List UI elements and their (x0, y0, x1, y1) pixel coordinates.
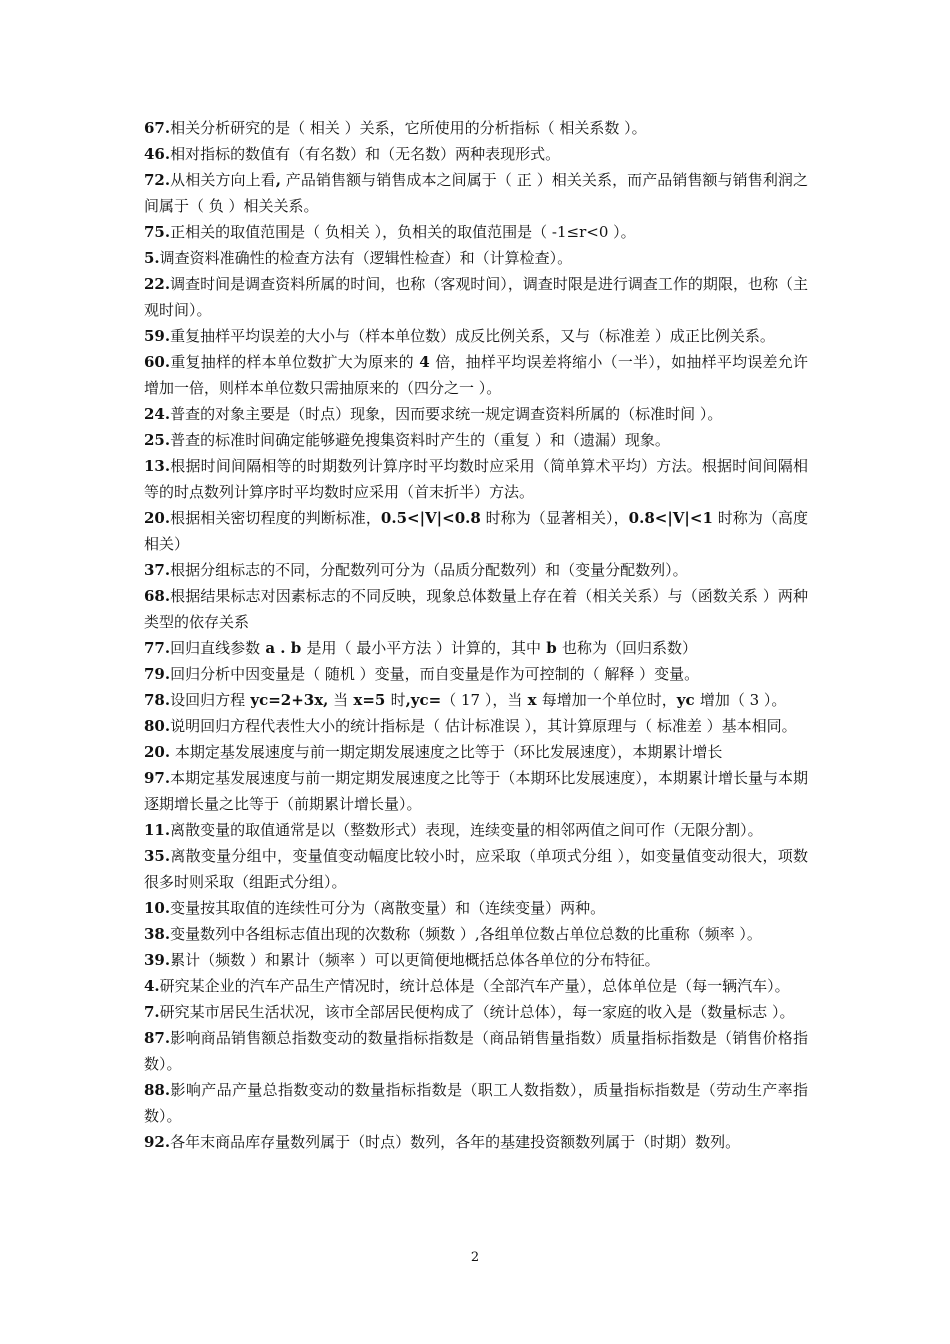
item-text: 产品销售额与销售成本之间属于（ 正 ）相关关系，而产品销售额与销售利润之间属于（ 负 ）相关关系。 (144, 171, 808, 215)
list-item (144, 453, 808, 505)
list-item (144, 505, 808, 557)
item-text: 倍，抽样平均误差将缩小（一半），如抽样平均误差允许增加一倍，则样本单位数只需抽原来的（四分之一 ）。 (144, 353, 808, 397)
item-number: 78. (144, 691, 171, 709)
item-bold-text: x=5 (348, 691, 391, 709)
list-item (144, 141, 808, 167)
item-text: 每增加一个单位时， (541, 691, 677, 709)
list-item (144, 661, 808, 687)
item-text: 当 (328, 691, 349, 709)
item-number: 11. (144, 821, 171, 839)
item-text: 离散变量分组中，变量值变动幅度比较小时，应采取（单项式分组 ），如变量值变动很大，项数很多时则采取（组距式分组）。 (144, 847, 808, 891)
list-item (144, 323, 808, 349)
item-number: 24. (144, 405, 171, 423)
list-item (144, 687, 808, 713)
list-item (144, 713, 808, 739)
list-item (144, 115, 808, 141)
item-number: 20. (144, 509, 171, 527)
item-bold-text: 0.5<|V|<0.8 (380, 509, 481, 527)
list-item (144, 1025, 808, 1077)
item-number: 77. (144, 639, 171, 657)
item-number: 20. (144, 743, 171, 761)
item-text: 重复抽样的样本单位数扩大为原来的 (170, 353, 414, 371)
item-text: 研究某市居民生活状况，该市全部居民便构成了（统计总体），每一家庭的收入是（数量标志 ）。 (159, 1003, 795, 1021)
item-bold-text: a . b (260, 639, 307, 657)
item-text: 普查的对象主要是（时点）现象，因而要求统一规定调查资料所属的（标准时间 ）。 (170, 405, 723, 423)
item-text: 累计（频数 ）和累计（频率 ）可以更简便地概括总体各单位的分布特征。 (170, 951, 660, 969)
item-bold-text: ,yc= (405, 691, 442, 709)
item-bold-text: , (275, 171, 281, 189)
item-number: 22. (144, 275, 171, 293)
item-text: 也称为（回归系数） (561, 639, 697, 657)
item-number: 79. (144, 665, 171, 683)
item-text: 设回归方程 (170, 691, 246, 709)
item-text: 本期定基发展速度与前一期定期发展速度之比等于（本期环比发展速度），本期累计增长量与本期逐期增长量之比等于（前期累计增长量）。 (144, 769, 808, 813)
item-text: 研究某企业的汽车产品生产情况时，统计总体是（全部汽车产量），总体单位是（每一辆汽车）。 (159, 977, 790, 995)
list-item (144, 219, 808, 245)
item-text: 根据结果标志对因素标志的不同反映，现象总体数量上存在着（相关关系）与（函数关系 ）两种类型的依存关系 (144, 587, 808, 631)
item-text: 说明回归方程代表性大小的统计指标是（ 估计标准误 ），其计算原理与（ 标准差 ）基本相同。 (170, 717, 797, 735)
list-item (144, 1077, 808, 1129)
item-bold-text: yc (676, 691, 700, 709)
item-number: 92. (144, 1133, 171, 1151)
list-item (144, 999, 808, 1025)
item-bold-text: x (522, 691, 542, 709)
item-text: 回归直线参数 (170, 639, 261, 657)
item-number: 35. (144, 847, 171, 865)
item-text: 各年末商品库存量数列属于（时点）数列，各年的基建投资额数列属于（时期）数列。 (170, 1133, 741, 1151)
item-text: 相关分析研究的是（ 相关 ）关系，它所使用的分析指标（ 相关系数 ）。 (170, 119, 647, 137)
item-text: 是用（ 最小平方法 ）计算的，其中 (306, 639, 541, 657)
list-item (144, 583, 808, 635)
item-text: 本期定基发展速度与前一期定期发展速度之比等于（环比发展速度），本期累计增长 (170, 743, 723, 761)
item-text: 增加（ 3 ）。 (699, 691, 787, 709)
item-number: 7. (144, 1003, 160, 1021)
list-item (144, 167, 808, 219)
item-text: 时称为（高度相关） (144, 509, 808, 553)
item-text: 影响产品产量总指数变动的数量指标指数是（职工人数指数），质量指标指数是（劳动生产率指数）。 (144, 1081, 808, 1125)
item-text: 时 (390, 691, 406, 709)
list-item (144, 349, 808, 401)
item-number: 4. (144, 977, 160, 995)
item-number: 37. (144, 561, 171, 579)
item-text: 根据相关密切程度的判断标准， (170, 509, 381, 527)
question-list (144, 115, 808, 1155)
list-item (144, 765, 808, 817)
item-number: 46. (144, 145, 171, 163)
item-number: 10. (144, 899, 171, 917)
item-number: 68. (144, 587, 171, 605)
list-item (144, 895, 808, 921)
list-item (144, 817, 808, 843)
item-text: 相对指标的数值有（有名数）和（无名数）两种表现形式。 (170, 145, 561, 163)
item-text: 回归分析中因变量是（ 随机 ）变量，而自变量是作为可控制的（ 解释 ）变量。 (170, 665, 700, 683)
item-text: 调查时间是调查资料所属的时间，也称（客观时间），调查时限是进行调查工作的期限，也称（主观时间）。 (144, 275, 808, 319)
item-text: 调查资料准确性的检查方法有（逻辑性检查）和（计算检查）。 (159, 249, 573, 267)
item-number: 5. (144, 249, 160, 267)
item-text: （ 17 ），当 (441, 691, 523, 709)
item-text: 时称为（显著相关）， (480, 509, 629, 527)
item-number: 25. (144, 431, 171, 449)
item-text: 离散变量的取值通常是以（整数形式）表现，连续变量的相邻两值之间可作（无限分割）。 (170, 821, 763, 839)
item-text: 根据分组标志的不同，分配数列可分为（品质分配数列）和（变量分配数列）。 (170, 561, 688, 579)
item-number: 13. (144, 457, 171, 475)
item-number: 80. (144, 717, 171, 735)
item-number: 39. (144, 951, 171, 969)
item-text: 重复抽样平均误差的大小与（样本单位数）成反比例关系，又与（标准差 ）成正比例关系。 (170, 327, 775, 345)
item-number: 67. (144, 119, 171, 137)
list-item (144, 401, 808, 427)
item-bold-text: b (541, 639, 562, 657)
item-bold-text: 0.8<|V|<1 (628, 509, 713, 527)
item-text: 正相关的取值范围是（ 负相关 ），负相关的取值范围是（ -1≤r<0 ）。 (170, 223, 636, 241)
item-bold-text: yc=2+3x, (245, 691, 329, 709)
list-item (144, 635, 808, 661)
list-item (144, 245, 808, 271)
list-item (144, 557, 808, 583)
item-text: 变量按其取值的连续性可分为（离散变量）和（连续变量）两种。 (170, 899, 606, 917)
list-item (144, 973, 808, 999)
page-number: 2 (470, 1250, 480, 1265)
item-number: 87. (144, 1029, 171, 1047)
item-number: 88. (144, 1081, 171, 1099)
item-number: 72. (144, 171, 171, 189)
list-item (144, 1129, 808, 1155)
list-item (144, 271, 808, 323)
item-text: 变量数列中各组标志值出现的次数称（频数 ）,各组单位数占单位总数的比重称（频率 ）。 (170, 925, 762, 943)
item-number: 75. (144, 223, 171, 241)
item-text: 影响商品销售额总指数变动的数量指标指数是（商品销售量指数）质量指标指数是（销售价格指数）。 (144, 1029, 808, 1073)
item-text: 普查的标准时间确定能够避免搜集资料时产生的（重复 ）和（遗漏）现象。 (170, 431, 670, 449)
list-item (144, 739, 808, 765)
item-number: 97. (144, 769, 171, 787)
list-item (144, 843, 808, 895)
item-number: 60. (144, 353, 171, 371)
list-item (144, 921, 808, 947)
item-text: 从相关方向上看 (170, 171, 276, 189)
list-item (144, 947, 808, 973)
item-bold-text: 4 (413, 353, 436, 371)
item-text: 根据时间间隔相等的时期数列计算序时平均数时应采用（简单算术平均）方法。根据时间间隔相等的时点数列计算序时平均数时应采用（首末折半）方法。 (144, 457, 808, 501)
item-number: 38. (144, 925, 171, 943)
list-item (144, 427, 808, 453)
item-number: 59. (144, 327, 171, 345)
